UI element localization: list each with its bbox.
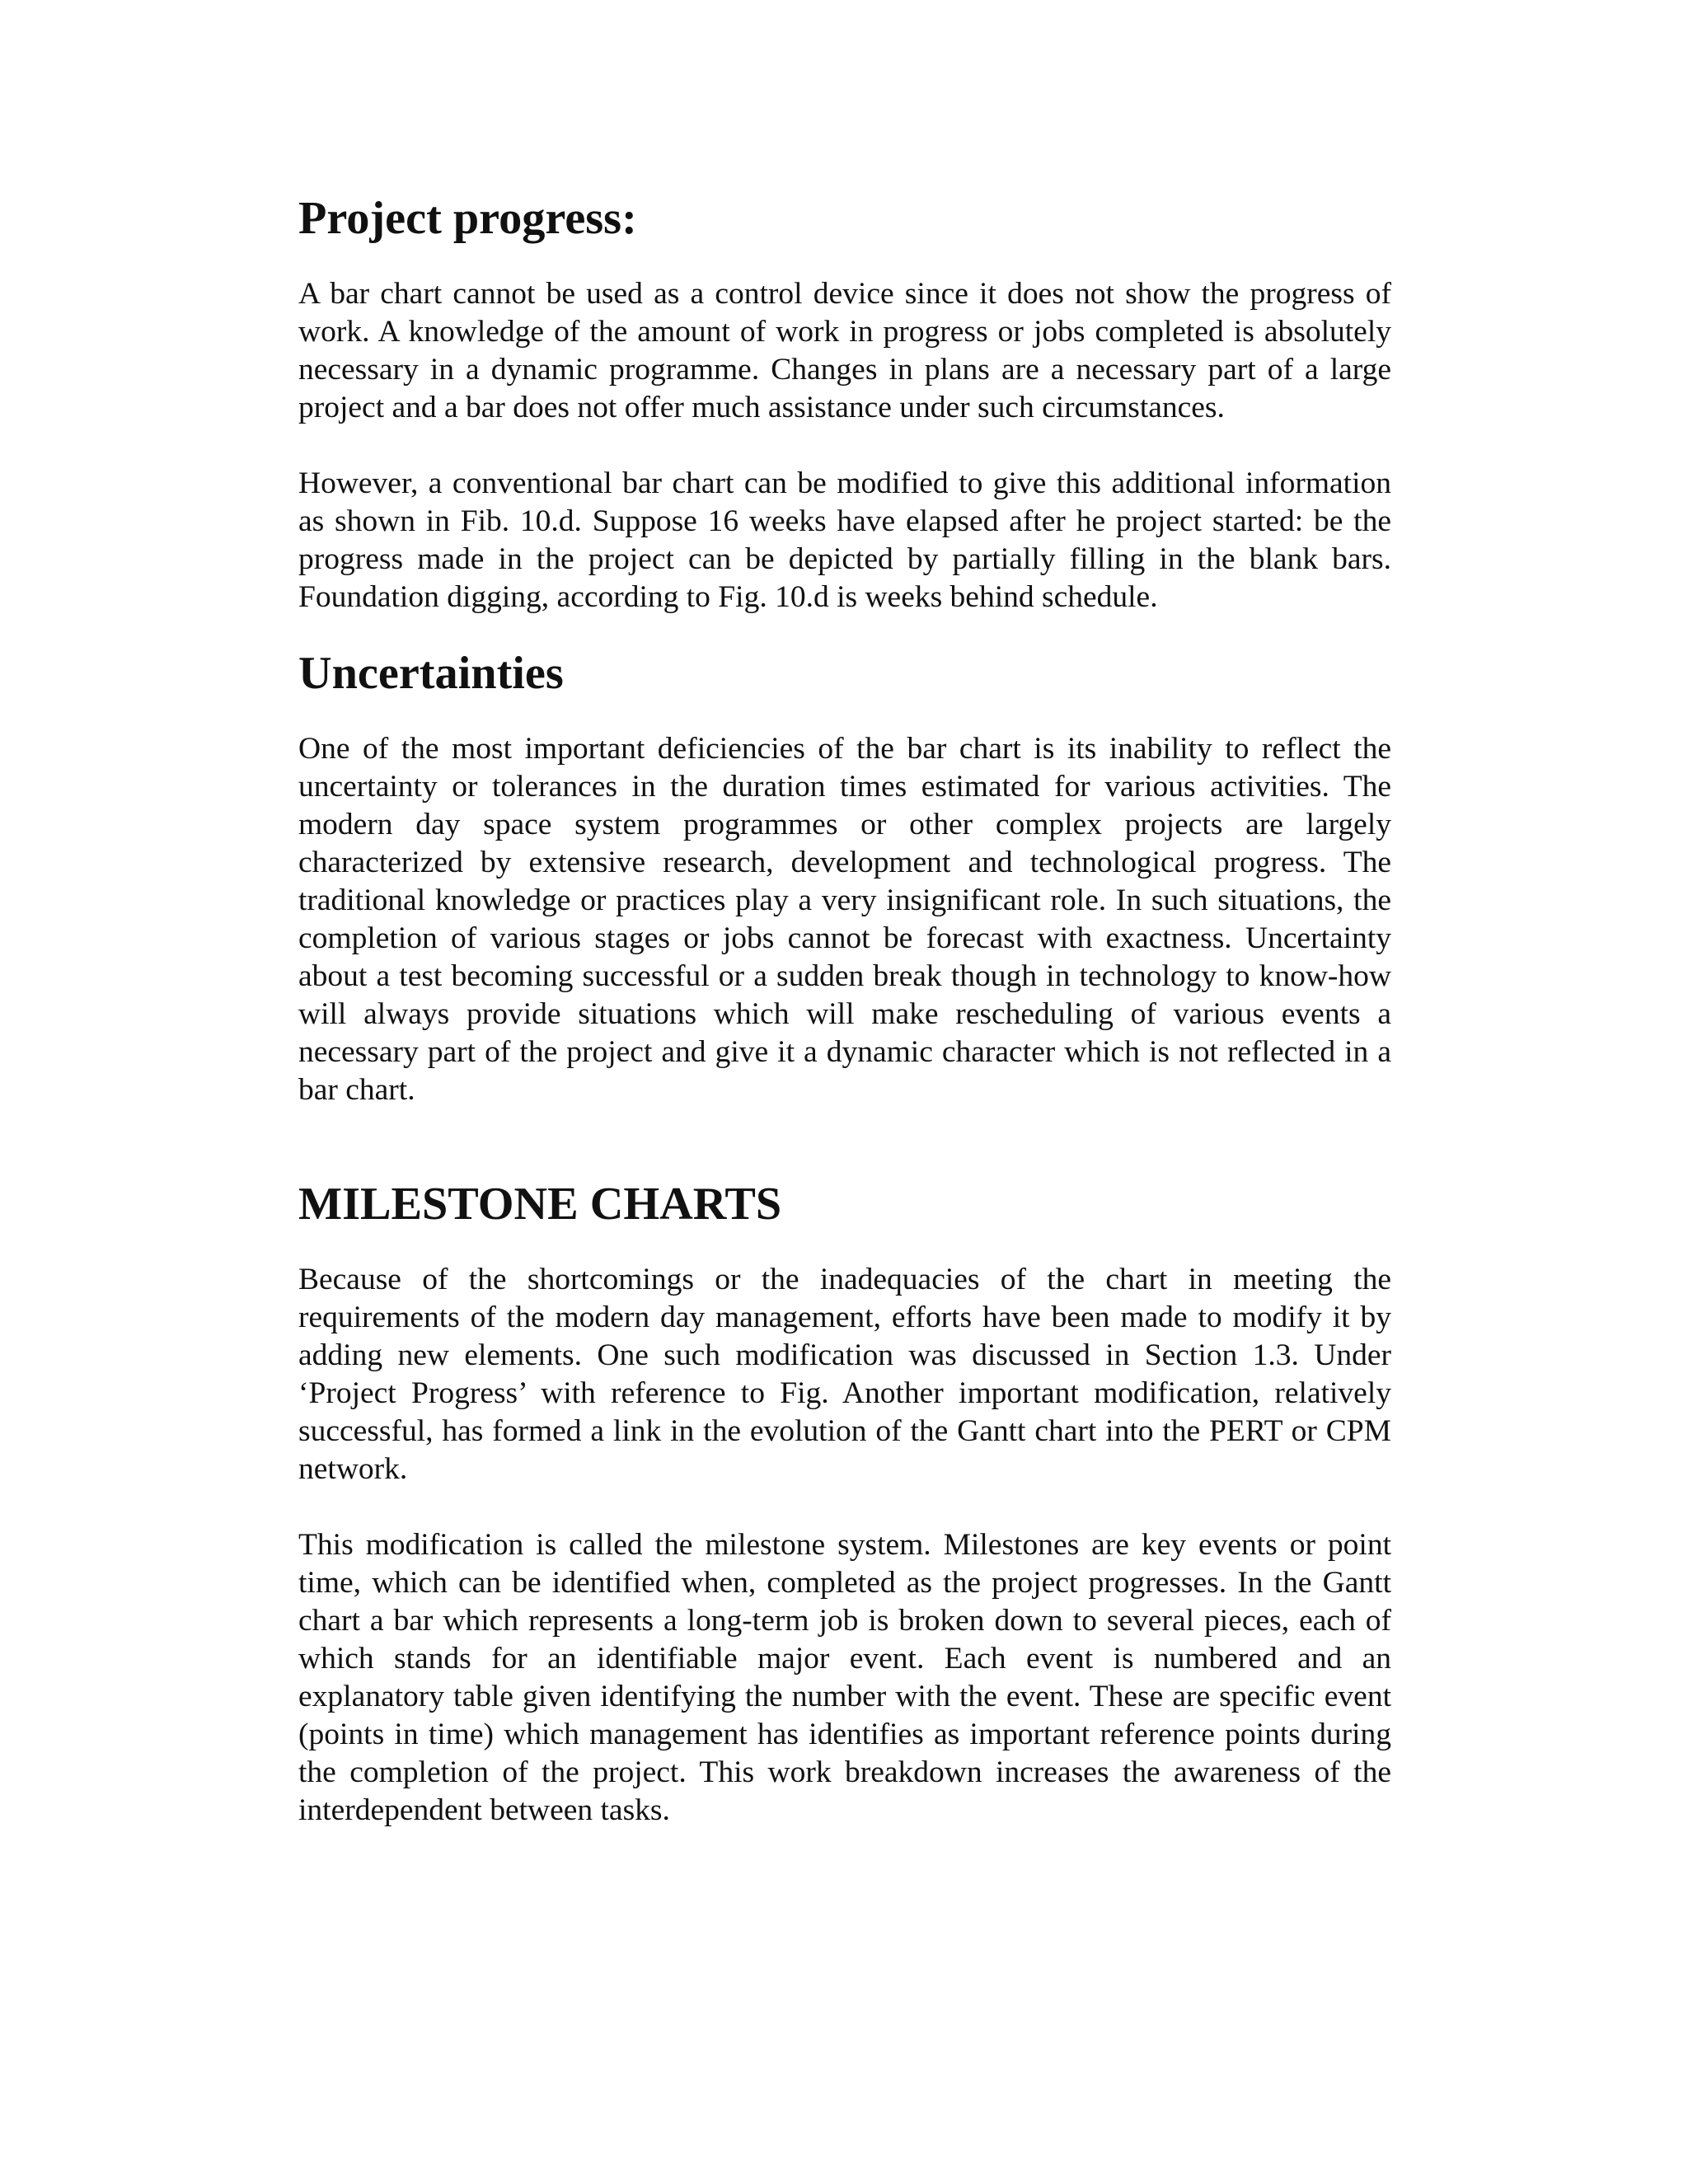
paragraph-conventional-bar-chart: However, a conventional bar chart can be modified to give this additional information as shown in Fib. 10.d. Suppose 16 weeks have elapsed after he project started: be the progress made in the project can be depicted by partially filling in the blank bars. Foundation digging, according to Fig. 10.d is weeks behind schedule. xyxy=(298,466,1391,614)
paragraph-milestone-system: This modification is called the milestone system. Milestones are key events or point time, which can be identified when, completed as the project progresses. In the Gantt chart a bar which represents a long-term job is broken down to several pieces, each of which stands for an identifiable major event. Each event is numbered and an explanatory table given identifying the number with the event. These are specific event (points in time) which management has identifies as important reference points during the completion of the project. This work breakdown increases the awareness of the interdependent between tasks. xyxy=(298,1528,1391,1827)
paragraph-uncertainties: One of the most important deficiencies of the bar chart is its inability to reflect the uncertainty or tolerances in the duration times estimated for various activities. The modern day space system programmes or other complex projects are largely characterized by extensive research, development and technological progress. The traditional knowledge or practices play a very insignificant role. In such situations, the completion of various stages or jobs cannot be forecast with exactness. Uncertainty about a test becoming successful or a sudden break though in technology to know-how will always provide situations which will make rescheduling of various events a necessary part of the project and give it a dynamic character which is not reflected in a bar chart. xyxy=(298,732,1391,1107)
document-page xyxy=(298,193,1391,1830)
spacer xyxy=(298,1488,1391,1526)
spacer xyxy=(298,1109,1391,1185)
paragraph-shortcomings: Because of the shortcomings or the inadequacies of the chart in meeting the requirements of the modern day management, efforts have been made to modify it by adding new elements. One such modification was discussed in Section 1.3. Under ‘Project Progress’ with reference to Fig. Another important modification, relatively successful, has formed a link in the evolution of the Gantt chart into the PERT or CPM network. xyxy=(298,1263,1391,1486)
spacer xyxy=(298,427,1391,465)
section-heading-uncertainties: Uncertainties xyxy=(298,648,564,699)
paragraph-bar-chart-control: A bar chart cannot be used as a control device since it does not show the progress of work. A knowledge of the amount of work in progress or jobs completed is absolutely necessary in a dynamic programme. Changes in plans are a necessary part of a large project and a bar does not offer much assistance under such circumstances. xyxy=(298,277,1391,424)
section-heading-project-progress: Project progress: xyxy=(298,193,637,244)
section-heading-milestone-charts: MILESTONE CHARTS xyxy=(298,1179,782,1230)
